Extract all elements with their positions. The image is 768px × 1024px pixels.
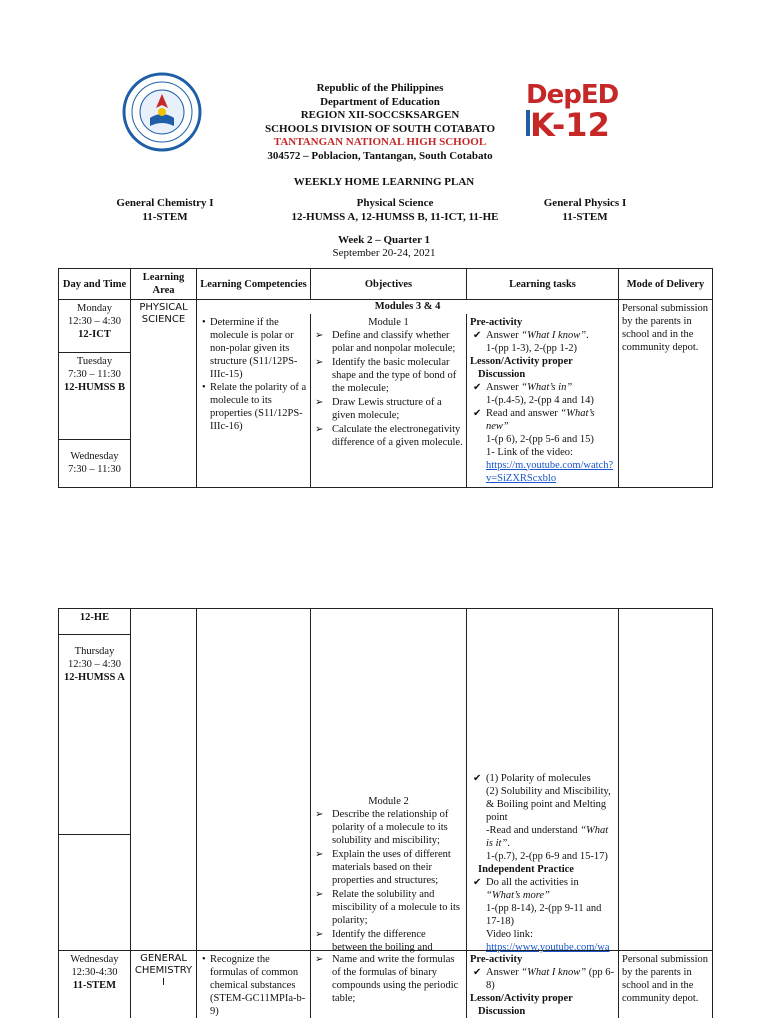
subject-name: Physical Science [356,197,434,209]
plan-table-page-2 [58,608,713,1018]
plan-title: WEEKLY HOME LEARNING PLAN [293,176,475,188]
deped-logo-text: DepED [526,80,619,110]
header-line: REGION XII-SOCCSKSARGEN [300,109,460,121]
module-label: Module 1 [368,316,409,328]
task-item: ✔ Answer “What I know” (pp 6-8) [486,966,615,992]
time-label: 12:30-4:30 [71,967,118,978]
delivery-cell [619,300,713,488]
delivery-mode: Personal submission by the parents in school and in the community depot. [622,303,709,353]
schedule-cell [59,635,131,835]
competency-item: • Relate the polarity of a molecule to its properties (S11/12PS-IIIc-16) [210,381,307,433]
competencies-cell [197,951,311,1019]
learning-area-cell [131,951,197,1019]
objective-item: ➢ Identify the basic molecular shape and the type of bond of the molecule; [332,356,463,395]
week-label: Week 2 – Quarter 1 [337,234,431,246]
lesson-label: Lesson/Activity proper [470,993,573,1004]
independent-practice-label: Independent Practice [478,864,574,875]
task-item: ✔ Read and answer “What’s new” 1-(p 6), 2-(pp 5-6 and 15) [486,407,615,446]
subject-gen-phys [530,196,640,224]
objective-item: ➢ Define and classify whether polar and nonpolar molecule; [332,329,463,355]
video-label: 1- Link of the video: [486,446,573,458]
schedule-cell [59,951,131,1019]
day-label: Tuesday [76,355,113,367]
competency-item: • Determine if the molecule is polar or non-polar given its structure (S11/12PS-IIIc-15) [210,316,307,381]
video-link[interactable]: https://www.youtube.com/wa [486,942,610,953]
header-text [230,82,530,163]
objective-item: ➢ Describe the relationship of polarity of a molecule to its solubility and miscibility; [332,808,463,847]
competencies-cell [197,314,311,488]
header-line: Department of Education [320,95,440,108]
delivery-cell [619,951,713,1019]
objective-item: ➢ Explain the uses of different materials based on their properties and structures; [332,848,463,887]
video-link[interactable]: https://m.youtube.com/watch?v=SiZXRScxblo [486,459,614,484]
objectives-cell [311,609,467,951]
section-label: 12-HUMSS B [64,381,125,393]
objective-item: ➢ Identify the difference between the boiling and [332,928,463,954]
subject-sections: 11-STEM [562,211,608,223]
time-label: 12:30 – 4:30 [67,316,122,327]
schedule-cell [59,439,131,487]
day-label: Wednesday [70,451,119,463]
section-label: 12-HUMSS A [64,672,125,683]
header-line: Republic of the Philippines [316,82,444,94]
k12-logo-bar [526,110,530,136]
subject-name: General Physics I [543,197,627,209]
deped-k12-logo [526,80,626,144]
deped-seal-logo [122,72,202,152]
section-label: 12-HE [59,609,131,635]
objective-item: ➢ Draw Lewis structure of a given molecule; [332,396,463,422]
tasks-cell [467,951,619,1019]
section-label: 12-ICT [78,329,111,340]
objective-item: ➢ Calculate the electronegativity difference of a given molecule. [332,423,463,449]
time-label: 7:30 – 11:30 [68,464,121,476]
delivery-mode: Personal submission by the parents in school and in the community depot. [622,954,709,1004]
modules-label: Modules 3 & 4 [197,300,619,314]
competency-item: • Recognize the formulas of common chemical substances (STEM-GC11MPIa-b-9) [210,953,307,1018]
objectives-cell [311,951,467,1019]
time-label: 12:30 – 4:30 [67,659,122,670]
col-header-tasks: Learning tasks [467,269,619,300]
learning-area-cell [131,609,197,951]
learning-area: GENERAL CHEMISTRY I [134,953,193,988]
date-range: September 20-24, 2021 [332,247,436,259]
subject-sections: 12-HUMSS A, 12-HUMSS B, 11-ICT, 11-HE [291,211,499,223]
learning-area: PHYSICAL SCIENCE [139,302,188,325]
objective-item: ➢ Relate the solubility and miscibility of a molecule to its polarity; [332,888,463,927]
section-label: 11-STEM [72,980,117,991]
day-label: Monday [77,303,112,314]
day-label: Wednesday [70,954,119,965]
task-item: ✔ Answer “What I know”. 1-(pp 1-3), 2-(pp 1-2) [486,329,615,355]
col-header-competencies: Learning Competencies [197,269,311,300]
school-name: TANTANGAN NATIONAL HIGH SCHOOL [273,136,487,148]
discussion-label: Discussion [478,1006,526,1017]
subject-name: General Chemistry I [116,197,214,209]
subject-sections: 11-STEM [142,211,188,223]
schedule-cell [59,300,131,353]
plan-table-page-1 [58,268,713,488]
plan-table-page-2-wrapper [58,608,714,1018]
objective-item: ➢ Name and write the formulas of the formulas of binary compounds using the periodic table; [332,953,463,1005]
col-header-day: Day and Time [59,269,131,300]
module-label: Module 2 [368,796,409,807]
task-item: ✔ Answer “What’s in” 1-(p.4-5), 2-(pp 4 and 14) [486,381,615,407]
task-item: ✔ Do all the activities in “What’s more” 1-(pp 8-14), 2-(pp 9-11 and 17-18) [486,876,615,928]
pre-activity-label: Pre-activity [470,316,523,328]
col-header-delivery: Mode of Delivery [619,269,713,300]
day-label: Thursday [74,646,115,657]
objectives-cell [311,314,467,488]
video-label: Video link: [486,929,533,940]
col-header-objectives: Objectives [311,269,467,300]
schedule-cell-empty [59,835,131,951]
school-address: 304572 – Poblacion, Tantangan, South Cotabato [267,149,493,162]
task-item: ✔ (1) Polarity of molecules (2) Solubility and Miscibility, & Boiling point and Melting point -Read and understand “What is it”. 1-(p.7), 2-(pp 6-9 and 15-17) [486,772,615,863]
tasks-cell [467,314,619,488]
col-header-area: Learning Area [131,269,197,300]
time-label: 7:30 – 11:30 [68,368,121,380]
schedule-cell [59,352,131,439]
k12-logo-text: K-12 [530,106,610,144]
lesson-label: Lesson/Activity proper [470,355,573,367]
subject-gen-chem [100,196,230,224]
tasks-cell [467,609,619,951]
delivery-cell [619,609,713,951]
learning-area-cell [131,300,197,488]
subject-phys-sci [270,196,520,224]
discussion-label: Discussion [478,368,526,380]
competencies-cell [197,609,311,951]
header-line: SCHOOLS DIVISION OF SOUTH COTABATO [264,122,496,135]
pre-activity-label: Pre-activity [470,954,523,965]
